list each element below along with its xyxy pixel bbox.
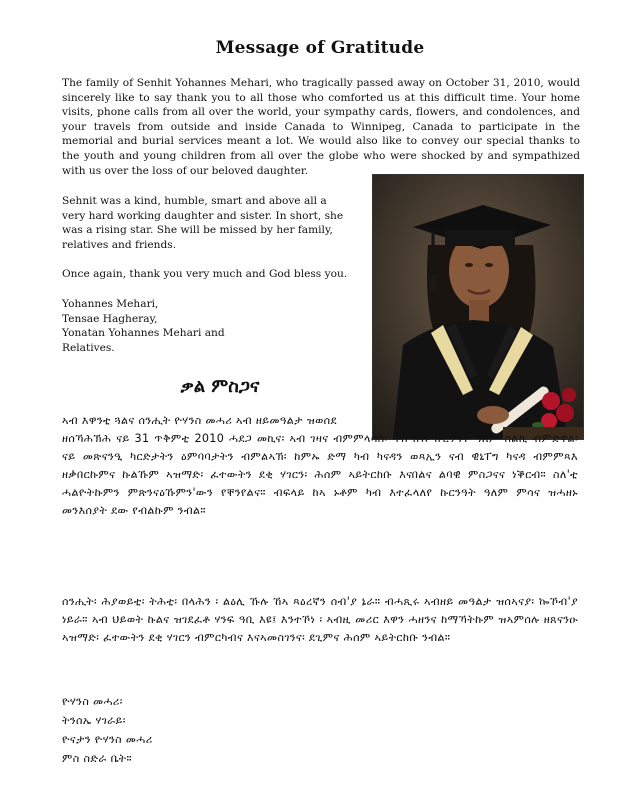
tigrinya-title: ቃል ምስጋና [180, 376, 260, 397]
tigrinya-paragraph-1-narrow [62, 412, 356, 430]
signature-line: ዮሃንስ መሓሪ፡ [62, 695, 123, 708]
english-tribute-paragraph: Sehnit was a kind, humble, smart and above all a very hard working daughter and sister. In short, she was a rising star. She will be missed by her family, relatives and friends. [62, 195, 344, 251]
tigrinya-paragraph-1: ኣብ እዋንቲ ጓልና ሰንሒት ዮሃንስ መሓሪ ኣብ ዘይመዓልታ ዝወሰደ [62, 414, 337, 427]
english-signature-block [62, 297, 352, 355]
page-title: Message of Gratitude [215, 38, 425, 58]
signature-line: Yonatan Yohannes Mehari and [62, 327, 225, 340]
signature-line: Relatives. [62, 341, 115, 354]
signature-line: ትንሰኤ ሃገራይ፡ [62, 714, 126, 727]
tigrinya-paragraph-2: ሰንሒት፡ ሕያወይቲ፡ ትሕቲ፡ በላሕን ፡ ልዕሊ ኹሉ ኸኣ ጻዕረኛን ሰብ'ያ ኔራ። ብሓጺሩ ኣብዘይ መዓልታ ዝሰኣናያ፡ ኰኾብ'ያ ነይራ። ኣብ ህይወት ኩልና ዝገደፈቶ ሃንፍ ዓቢ እዩ፤ እንተኾነ ፡ ኣብዚ መሪር እዋን ሓዘንና ከማኻትኩም ዝኣምሰሉ ዘጸናንዑ ኣዝማድ፡ ፈተውትን ደቂ ሃገርን ብምርካብና እናኣመስገንና፡ ደጊምና ሕሰም ኣይትርከቡ ንብል። [62, 595, 578, 644]
signature-line: Tensae Hagheray, [62, 312, 158, 325]
signature-line: ምስ ስድራ ቤት። [62, 752, 132, 765]
graduation-photo [372, 174, 584, 440]
english-intro-paragraph: The family of Senhit Yohannes Mehari, who tragically passed away on October 31, 2010, would sincerely like to say thank you to all those who comforted us at this difficult time. Your home visits, phone calls from all over the world, your sympathy cards, flowers, and condolences, and your travels from outside and inside Canada to Winnipeg, Canada to participate in the memorial and burial services meant a lot. We would also like to convey our special thanks to the youth and young children from all over the globe who were shocked by and sympathized with us over the loss of our beloved daughter. [62, 77, 580, 177]
tigrinya-paragraph-1-continued: ዘሰኻሕኽሕ ናይ 31 ጥቅምቲ 2010 ሓደጋ መኪና፡ ኣብ ገዛና ብምምላሳስ፡ ካብ ኩሉ ኩርንዓት ዓለም ስልኪ ብምድዋል፡ ናይ መጽናንዒ ካርድታትን ዕምባባታትን ብምልኣኽ፡ ከምኡ ድማ ካብ ካናዳን ወጻኢን ናብ ዊኒፐግ ካናዳ ብምምጻእ ዘቃበርኩምና ኩልኹም ኣዝማድ፡ ፈተውትን ደቂ ሃገርን፡ ሕሰም ኣይትርከቡ እናበልና ልባዊ ምስጋናና ነቕርብ። ስለ'ቲ ሓልዮትኩምን ምጽንናዕኹምን'ውን የቐንየልና። ብፍላይ ከኣ ኑቶም ካብ እተፈላለየ ኩርንዓት ዓለም ምሳና ዝሓዘኑ መንእሰያት ደው የብልኩም ንብል። [62, 432, 578, 517]
tigrinya-signature-block [62, 692, 362, 768]
english-closing-line: Once again, thank you very much and God bless you. [62, 268, 348, 280]
signature-line: Yohannes Mehari, [62, 298, 159, 310]
signature-line: ዮናታን ዮሃንስ መሓሪ [62, 733, 153, 746]
